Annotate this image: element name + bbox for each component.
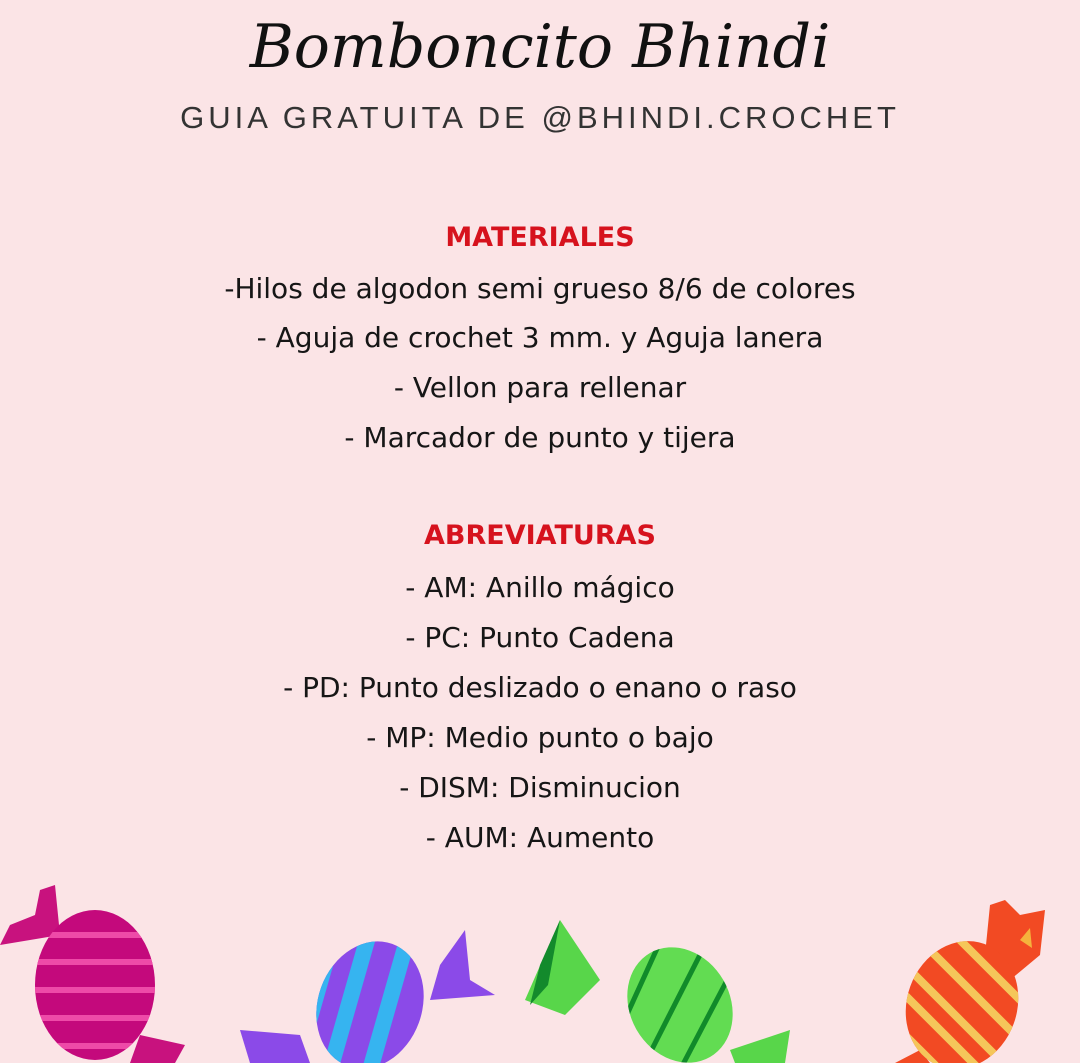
list-item: - AM: Anillo mágico <box>405 571 675 604</box>
subtitle: GUIA GRATUITA DE @BHINDI.CROCHET <box>180 100 900 135</box>
list-item: - AUM: Aumento <box>425 821 655 854</box>
list-item: - Marcador de punto y tijera <box>344 421 736 454</box>
pink-candy-icon <box>0 885 185 1063</box>
list-item: -Hilos de algodon semi grueso 8/6 de colores <box>224 272 856 305</box>
list-item: - PD: Punto deslizado o enano o raso <box>283 671 797 704</box>
blue-candy-icon <box>240 926 495 1063</box>
list-item: - MP: Medio punto o bajo <box>366 721 714 754</box>
abreviaturas-heading: ABREVIATURAS <box>424 520 656 551</box>
green-candy-icon <box>525 920 790 1063</box>
orange-candy-icon <box>888 900 1050 1063</box>
list-item: - Vellon para rellenar <box>393 371 687 404</box>
list-item: - DISM: Disminucion <box>399 771 681 804</box>
list-item: - Aguja de crochet 3 mm. y Aguja lanera <box>256 321 824 354</box>
materiales-heading: MATERIALES <box>445 222 635 253</box>
list-item: - PC: Punto Cadena <box>405 621 675 654</box>
candy-decoration <box>0 870 1080 1063</box>
page-title: Bomboncito Bhindi <box>249 12 831 82</box>
